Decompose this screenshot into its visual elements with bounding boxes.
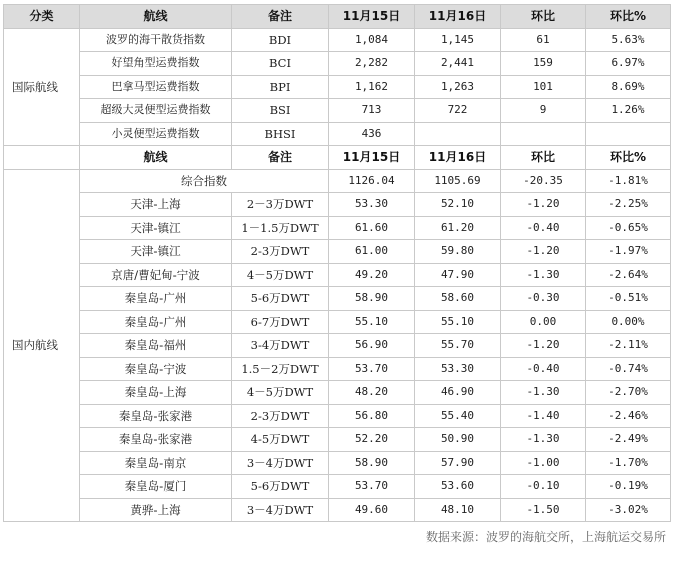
nov16-cell: 2,441: [415, 52, 501, 76]
nov15-cell: 436: [329, 122, 415, 146]
dom-header-row: [4, 146, 671, 170]
nov16-cell: 55.10: [415, 310, 501, 334]
route-cell: 秦皇岛-福州: [80, 334, 232, 358]
intl-table-row: [4, 52, 671, 76]
change-cell: -1.30: [501, 263, 586, 287]
nov15-cell: 53.30: [329, 193, 415, 217]
remark-cell: 4－5万DWT: [232, 381, 329, 405]
table-body: [4, 5, 671, 522]
remark-cell: 3－4万DWT: [232, 498, 329, 522]
remark-cell: BDI: [232, 28, 329, 52]
dom-table-row: [4, 475, 671, 499]
composite-value: 1105.69: [415, 169, 501, 193]
change-pct-cell: -2.49%: [586, 428, 671, 452]
nov16-cell: 46.90: [415, 381, 501, 405]
composite-value: -1.81%: [586, 169, 671, 193]
change-pct-cell: -1.97%: [586, 240, 671, 264]
change-cell: -1.00: [501, 451, 586, 475]
nov15-cell: 53.70: [329, 475, 415, 499]
change-cell: -0.10: [501, 475, 586, 499]
dom-composite-row: [4, 169, 671, 193]
nov15-cell: 61.00: [329, 240, 415, 264]
nov15-cell: 49.60: [329, 498, 415, 522]
change-pct-cell: -2.64%: [586, 263, 671, 287]
dom-table-row: [4, 216, 671, 240]
nov15-cell: 58.90: [329, 287, 415, 311]
nov15-cell: 1,162: [329, 75, 415, 99]
route-cell: 秦皇岛-厦门: [80, 475, 232, 499]
remark-cell: BPI: [232, 75, 329, 99]
change-pct-cell: -2.70%: [586, 381, 671, 405]
change-cell: -1.20: [501, 193, 586, 217]
remark-cell: BSI: [232, 99, 329, 123]
freight-index-report: [3, 4, 670, 545]
nov15-cell: 61.60: [329, 216, 415, 240]
header-cell: 11月16日: [415, 5, 501, 29]
change-pct-cell: [586, 122, 671, 146]
change-pct-cell: -0.65%: [586, 216, 671, 240]
nov16-cell: 1,145: [415, 28, 501, 52]
change-cell: -1.30: [501, 428, 586, 452]
nov15-cell: 2,282: [329, 52, 415, 76]
dom-table-row: [4, 310, 671, 334]
change-pct-cell: -0.51%: [586, 287, 671, 311]
nov15-cell: 713: [329, 99, 415, 123]
nov15-cell: 55.10: [329, 310, 415, 334]
remark-cell: 3－4万DWT: [232, 451, 329, 475]
dom-table-row: [4, 240, 671, 264]
header-cell: 航线: [80, 146, 232, 170]
composite-value: -20.35: [501, 169, 586, 193]
route-cell: 秦皇岛-张家港: [80, 428, 232, 452]
route-cell: 天津-镇江: [80, 240, 232, 264]
dom-table-row: [4, 428, 671, 452]
nov15-cell: 58.90: [329, 451, 415, 475]
remark-cell: 5-6万DWT: [232, 287, 329, 311]
change-cell: -0.40: [501, 216, 586, 240]
route-cell: 秦皇岛-上海: [80, 381, 232, 405]
nov16-cell: 722: [415, 99, 501, 123]
route-cell: 天津-上海: [80, 193, 232, 217]
composite-value: 1126.04: [329, 169, 415, 193]
nov16-cell: 50.90: [415, 428, 501, 452]
change-cell: -0.40: [501, 357, 586, 381]
change-pct-cell: -2.46%: [586, 404, 671, 428]
change-cell: -0.30: [501, 287, 586, 311]
nov16-cell: 53.60: [415, 475, 501, 499]
nov16-cell: 48.10: [415, 498, 501, 522]
header-cell: 环比: [501, 146, 586, 170]
route-cell: 天津-镇江: [80, 216, 232, 240]
dom-table-row: [4, 287, 671, 311]
dom-table-row: [4, 334, 671, 358]
nov16-cell: 58.60: [415, 287, 501, 311]
change-cell: 101: [501, 75, 586, 99]
dom-table-row: [4, 263, 671, 287]
header-cell: 11月16日: [415, 146, 501, 170]
remark-cell: 4－5万DWT: [232, 263, 329, 287]
nov16-cell: 53.30: [415, 357, 501, 381]
intl-header-row: [4, 5, 671, 29]
change-pct-cell: 5.63%: [586, 28, 671, 52]
composite-label: 综合指数: [80, 169, 329, 193]
change-cell: 0.00: [501, 310, 586, 334]
change-cell: [501, 122, 586, 146]
remark-cell: 1－1.5万DWT: [232, 216, 329, 240]
header-cell: 11月15日: [329, 5, 415, 29]
change-pct-cell: -3.02%: [586, 498, 671, 522]
category-intl: 国际航线: [4, 28, 80, 146]
change-pct-cell: -0.74%: [586, 357, 671, 381]
nov16-cell: 59.80: [415, 240, 501, 264]
dom-table-row: [4, 381, 671, 405]
change-cell: -1.50: [501, 498, 586, 522]
dom-table-row: [4, 498, 671, 522]
route-cell: 秦皇岛-张家港: [80, 404, 232, 428]
nov16-cell: 55.70: [415, 334, 501, 358]
route-cell: 秦皇岛-广州: [80, 287, 232, 311]
header-cell: [4, 146, 80, 170]
change-cell: -1.20: [501, 240, 586, 264]
nov16-cell: 61.20: [415, 216, 501, 240]
change-cell: -1.30: [501, 381, 586, 405]
route-cell: 京唐/曹妃甸-宁波: [80, 263, 232, 287]
remark-cell: 1.5－2万DWT: [232, 357, 329, 381]
route-cell: 秦皇岛-宁波: [80, 357, 232, 381]
remark-cell: 3-4万DWT: [232, 334, 329, 358]
remark-cell: 2-3万DWT: [232, 404, 329, 428]
nov15-cell: 53.70: [329, 357, 415, 381]
route-cell: 超级大灵便型运费指数: [80, 99, 232, 123]
nov15-cell: 56.80: [329, 404, 415, 428]
data-source-note: 数据来源：波罗的海航交所，上海航运交易所: [425, 530, 666, 544]
dom-table-row: [4, 404, 671, 428]
route-cell: 波罗的海干散货指数: [80, 28, 232, 52]
change-pct-cell: -2.25%: [586, 193, 671, 217]
freight-index-table: [3, 4, 671, 522]
change-pct-cell: 6.97%: [586, 52, 671, 76]
remark-cell: 4-5万DWT: [232, 428, 329, 452]
category-domestic: 国内航线: [4, 169, 80, 522]
intl-table-row: [4, 99, 671, 123]
nov16-cell: 1,263: [415, 75, 501, 99]
change-cell: 61: [501, 28, 586, 52]
nov16-cell: 55.40: [415, 404, 501, 428]
header-cell: 分类: [4, 5, 80, 29]
change-pct-cell: 8.69%: [586, 75, 671, 99]
nov15-cell: 48.20: [329, 381, 415, 405]
header-cell: 航线: [80, 5, 232, 29]
nov16-cell: 52.10: [415, 193, 501, 217]
header-cell: 备注: [232, 146, 329, 170]
nov15-cell: 1,084: [329, 28, 415, 52]
change-pct-cell: -1.70%: [586, 451, 671, 475]
change-pct-cell: -2.11%: [586, 334, 671, 358]
change-pct-cell: 1.26%: [586, 99, 671, 123]
intl-table-row: [4, 28, 671, 52]
route-cell: 巴拿马型运费指数: [80, 75, 232, 99]
intl-table-row: [4, 122, 671, 146]
header-cell: 环比%: [586, 146, 671, 170]
header-cell: 环比: [501, 5, 586, 29]
remark-cell: BHSI: [232, 122, 329, 146]
nov15-cell: 56.90: [329, 334, 415, 358]
dom-table-row: [4, 451, 671, 475]
header-cell: 环比%: [586, 5, 671, 29]
dom-table-row: [4, 357, 671, 381]
change-cell: -1.40: [501, 404, 586, 428]
remark-cell: 6-7万DWT: [232, 310, 329, 334]
header-cell: 11月15日: [329, 146, 415, 170]
change-cell: 9: [501, 99, 586, 123]
nov16-cell: 47.90: [415, 263, 501, 287]
route-cell: 秦皇岛-南京: [80, 451, 232, 475]
remark-cell: BCI: [232, 52, 329, 76]
remark-cell: 2－3万DWT: [232, 193, 329, 217]
change-pct-cell: -0.19%: [586, 475, 671, 499]
nov15-cell: 49.20: [329, 263, 415, 287]
nov16-cell: 57.90: [415, 451, 501, 475]
remark-cell: 5-6万DWT: [232, 475, 329, 499]
route-cell: 黄骅-上海: [80, 498, 232, 522]
remark-cell: 2-3万DWT: [232, 240, 329, 264]
nov16-cell: [415, 122, 501, 146]
route-cell: 好望角型运费指数: [80, 52, 232, 76]
change-cell: 159: [501, 52, 586, 76]
change-cell: -1.20: [501, 334, 586, 358]
intl-table-row: [4, 75, 671, 99]
dom-table-row: [4, 193, 671, 217]
nov15-cell: 52.20: [329, 428, 415, 452]
route-cell: 秦皇岛-广州: [80, 310, 232, 334]
change-pct-cell: 0.00%: [586, 310, 671, 334]
header-cell: 备注: [232, 5, 329, 29]
route-cell: 小灵便型运费指数: [80, 122, 232, 146]
